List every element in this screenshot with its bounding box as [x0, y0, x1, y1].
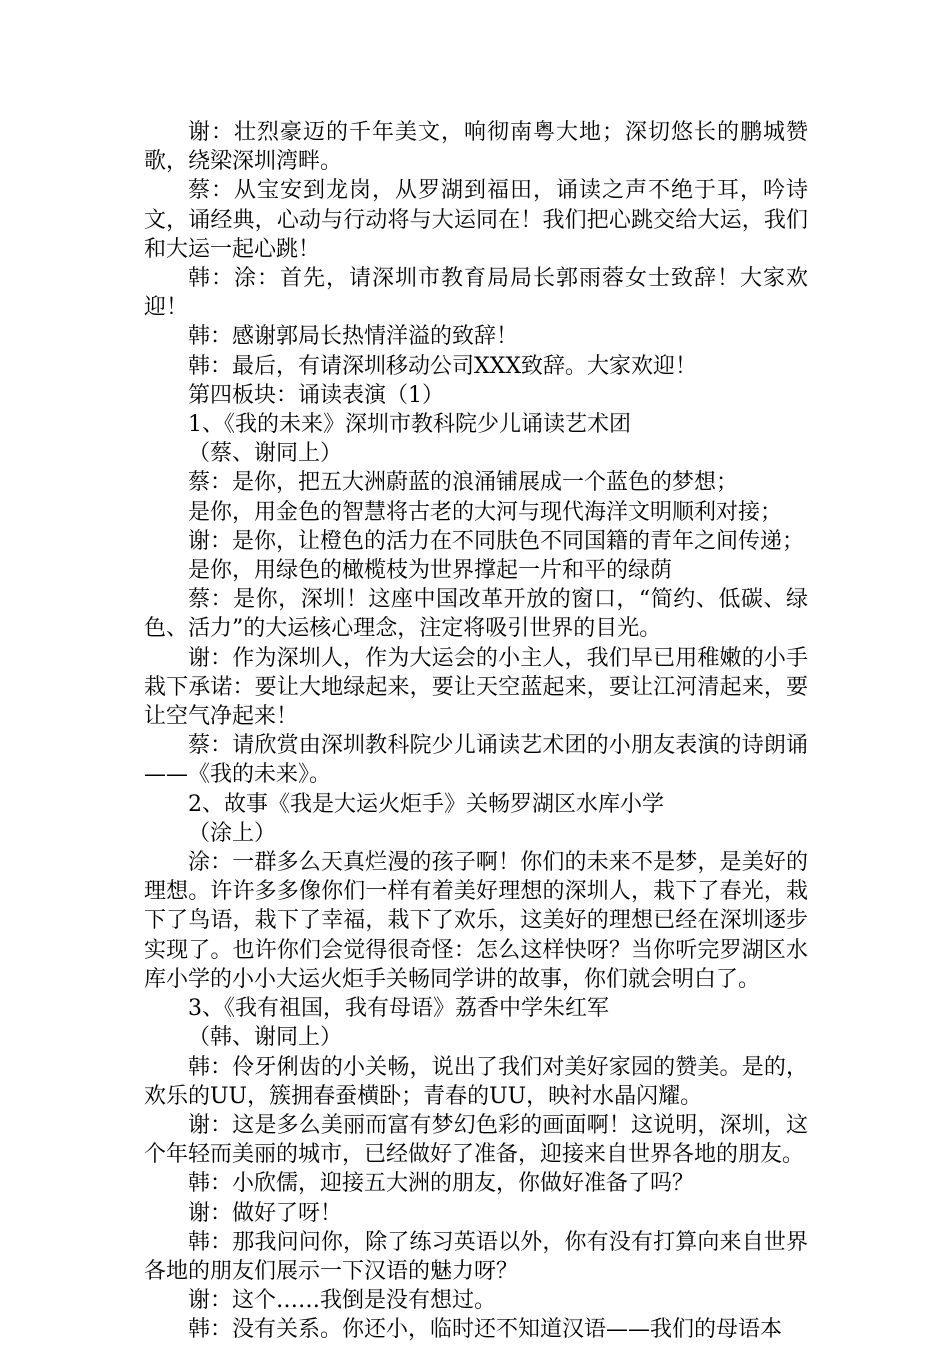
stage-direction: （韩、谢同上） — [188, 1025, 343, 1051]
program-item-heading: 2、故事《我是大运火炬手》关畅罗湖区水库小学 — [188, 791, 664, 817]
paragraph: 韩：最后，有请深圳移动公司XXX致辞。大家欢迎！ — [188, 353, 697, 379]
paragraph: 涂：一群多么天真烂漫的孩子啊！你们的未来不是梦，是美好的理想。许许多多像你们一样有着美好理想的深圳人，栽下了春光，栽下了鸟语，栽下了幸福，栽下了欢乐，这美好的理想已经在深圳逐步实现了。也许你们会觉得很奇怪：怎么这样快呀？当你听完罗湖区水库小学的小小大运火炬手关畅同学讲的故事，你们就会明白了。 — [144, 850, 808, 992]
paragraph: 蔡：请欣赏由深圳教科院少儿诵读艺术团的小朋友表演的诗朗诵——《我的未来》。 — [144, 733, 808, 788]
paragraph: 韩：没有关系。你还小，临时还不知道汉语——我们的母语本 — [188, 1317, 783, 1343]
paragraph: 是你，用绿色的橄榄枝为世界撑起一片和平的绿荫 — [188, 558, 673, 584]
stage-direction: （涂上） — [188, 820, 277, 846]
paragraph: 谢：这是多么美丽而富有梦幻色彩的画面啊！这说明，深圳，这个年轻而美丽的城市，已经做好了准备，迎接来自世界各地的朋友。 — [144, 1112, 808, 1168]
paragraph: 蔡：是你，把五大洲蔚蓝的浪涌铺展成一个蓝色的梦想； — [188, 470, 739, 496]
program-item-heading: 3、《我有祖国，我有母语》荔香中学朱红军 — [188, 996, 609, 1022]
paragraph: 韩：涂：首先，请深圳市教育局局长郭雨蓉女士致辞！大家欢迎！ — [144, 266, 808, 321]
paragraph: 蔡：从宝安到龙岗，从罗湖到福田，诵读之声不绝于耳，吟诗文，诵经典，心动与行动将与大运同在！我们把心跳交给大运，我们和大运一起心跳！ — [144, 178, 808, 262]
section-heading: 第四板块：诵读表演（1） — [188, 382, 444, 408]
program-item-heading: 1、《我的未来》深圳市教科院少儿诵读艺术团 — [188, 412, 631, 438]
paragraph: 蔡：是你，深圳！这座中国改革开放的窗口，“简约、低碳、绿色、活力”的大运核心理念，注定将吸引世界的目光。 — [144, 587, 808, 642]
paragraph: 谢：作为深圳人，作为大运会的小主人，我们早已用稚嫩的小手栽下承诺：要让大地绿起来，要让天空蓝起来，要让江河清起来，要让空气净起来！ — [144, 645, 808, 730]
paragraph: 谢：是你，让橙色的活力在不同肤色不同国籍的青年之间传递； — [188, 528, 805, 554]
paragraph: 韩：感谢郭局长热情洋溢的致辞！ — [188, 324, 519, 350]
paragraph: 韩：小欣儒，迎接五大洲的朋友，你做好准备了吗？ — [188, 1171, 695, 1197]
paragraph: 谢：这个……我倒是没有想过。 — [188, 1288, 497, 1314]
paragraph: 谢：做好了呀！ — [188, 1200, 343, 1226]
document-page — [144, 118, 808, 1345]
paragraph: 韩：伶牙俐齿的小关畅，说出了我们对美好家园的赞美。是的，欢乐的UU，簇拥春蚕横卧；青春的UU，映衬水晶闪耀。 — [144, 1054, 808, 1109]
paragraph: 韩：那我问问你，除了练习英语以外，你有没有打算向来自世界各地的朋友们展示一下汉语的魅力呀？ — [144, 1229, 808, 1284]
paragraph: 是你，用金色的智慧将古老的大河与现代海洋文明顺利对接； — [188, 499, 783, 525]
stage-direction: （蔡、谢同上） — [188, 441, 343, 467]
paragraph: 谢：壮烈豪迈的千年美文，响彻南粤大地；深切悠长的鹏城赞歌，绕梁深圳湾畔。 — [144, 120, 808, 175]
